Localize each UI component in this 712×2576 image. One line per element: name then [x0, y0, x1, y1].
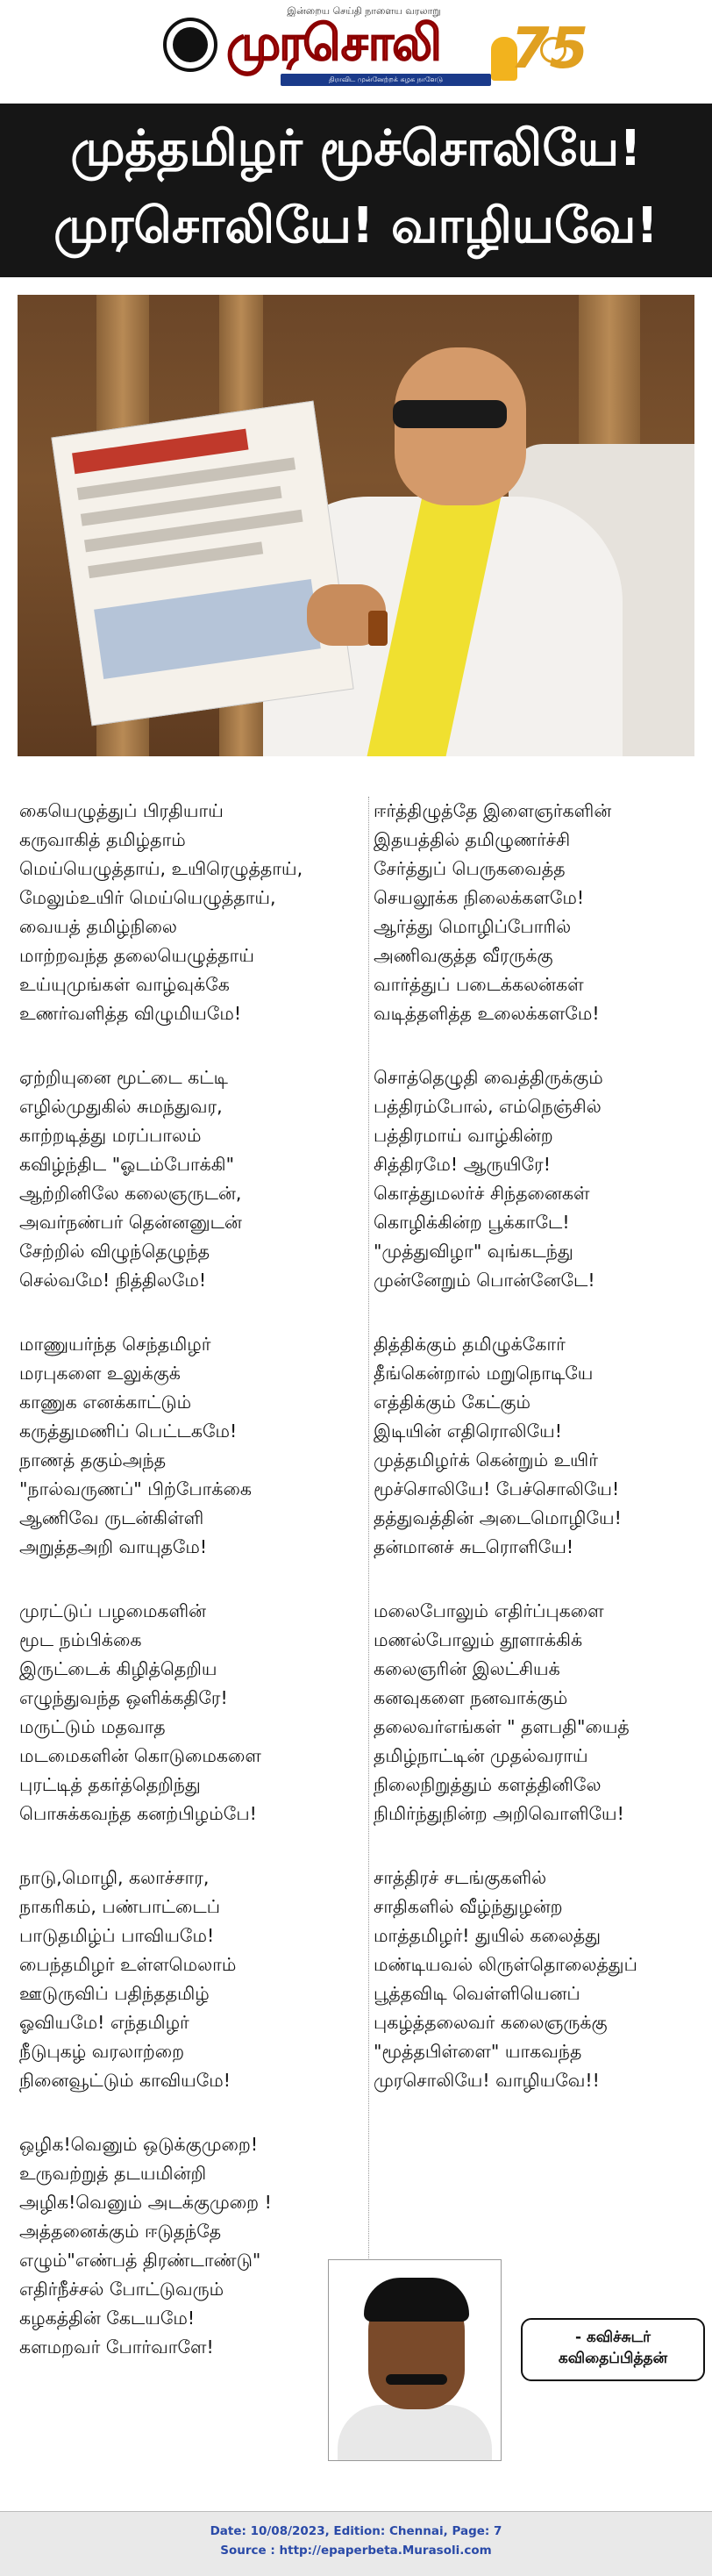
poem-line: மெய்யெழுத்தாய், உயிரெழுத்தாய்,: [19, 858, 303, 879]
poem-line: இருட்டைக் கிழித்தெறிய: [19, 1658, 217, 1679]
poem-article: [19, 797, 693, 2490]
poem-line: மூட நம்பிக்கை: [19, 1629, 142, 1650]
poem-line: பத்திரம்போல், எம்நெஞ்சில்: [374, 1096, 602, 1117]
newspaper-in-hand: [51, 401, 353, 726]
poem-line: வார்த்துப் படைக்கலன்கள்: [374, 974, 584, 995]
poem-line: மலைபோலும் எதிர்ப்புகளை: [374, 1600, 604, 1621]
poem-line: உய்யுமுங்கள் வாழ்வுக்கே: [19, 974, 230, 995]
poem-line: செல்வமே! நித்திலமே!: [19, 1270, 207, 1291]
poem-line: வடித்தளித்த உலைக்களமே!: [374, 1003, 600, 1024]
poem-line: தன்மானச் சுடரொளியே!: [374, 1536, 574, 1557]
author-photo: [328, 2259, 502, 2461]
poem-line: புரட்டித் தகர்த்தெறிந்து: [19, 1774, 201, 1795]
poem-line: புகழ்த்தலைவர் கலைஞருக்கு: [374, 2012, 608, 2033]
poem-line: எழில்முதுகில் சுமந்துவர,: [19, 1096, 223, 1117]
sunglasses-icon: [393, 400, 507, 428]
headline-line-2: முரசொலியே! வாழியவே!: [53, 197, 659, 254]
poem-line: கொழிக்கின்ற பூக்காடே!: [374, 1212, 570, 1233]
poem-line: ஏற்றியுனை மூட்டை கட்டி: [19, 1067, 228, 1088]
poem-line: மூச்சொலியே! பேச்சொலியே!: [374, 1478, 620, 1499]
poem-line: மாற்றவந்த தலையெழுத்தாய்: [19, 945, 254, 966]
author-name: கவிதைப்பித்தன்: [558, 2350, 668, 2367]
poem-line: தித்திக்கும் தமிழுக்கோர்: [374, 1334, 566, 1355]
poem-line: "முத்துவிழா" வுங்கடந்து: [374, 1241, 573, 1262]
poem-line: களமறவர் போர்வாளே!: [19, 2336, 214, 2358]
poem-line: நிமிர்ந்துநின்ற அறிவொளியே!: [374, 1803, 624, 1824]
poem-line: சொத்தெழுதி வைத்திருக்கும்: [374, 1067, 603, 1088]
poem-line: தத்துவத்தின் அடைமொழியே!: [374, 1507, 622, 1528]
poem-line: சாத்திரச் சடங்குகளில்: [374, 1867, 547, 1888]
poem-line: அறுத்தஅறி வாயுதமே!: [19, 1536, 208, 1557]
anniversary-badge: [491, 11, 589, 89]
poem-line: தீங்கென்றால் மறுநொடியே: [374, 1363, 594, 1384]
poem-line: நாகரிகம், பண்பாட்டைப்: [19, 1896, 220, 1917]
poem-line: உணர்வளித்த விழுமியமே!: [19, 1003, 242, 1024]
poem-line: காணுக எனக்காட்டும்: [19, 1392, 192, 1413]
poem-line: நாடு,மொழி, கலாச்சார,: [19, 1867, 210, 1888]
column-divider: [368, 797, 370, 2402]
poem-line: கழகத்தின் கேடயமே!: [19, 2308, 196, 2329]
poem-line: பூத்தவிடி வெள்ளியெனப்: [374, 1983, 580, 2004]
poem-stanza: [19, 1330, 363, 1562]
poem-stanza: [19, 1864, 363, 2095]
masthead-tagline: இன்றைய செய்தி நாளைய வரலாறு: [287, 5, 441, 17]
poem-stanza: [374, 797, 693, 1028]
poem-line: அவர்நண்பர் தென்னனுடன்: [19, 1212, 242, 1233]
poem-line: மேலும்உயிர் மெய்யெழுத்தாய்,: [19, 887, 276, 908]
poem-stanza: [19, 1597, 363, 1828]
poem-line: இடியின் எதிரொலியே!: [374, 1420, 562, 1442]
poem-stanza: [19, 2130, 363, 2362]
poem-line: மரபுகளை உலுக்குக்: [19, 1363, 181, 1384]
poem-line: இதயத்தில் தமிழுணர்ச்சி: [374, 829, 571, 850]
anniversary-ring-icon: [540, 37, 566, 63]
poem-line: கலைஞரின் இலட்சியக்: [374, 1658, 560, 1679]
poem-line: கருத்துமணிப் பெட்டகமே!: [19, 1420, 238, 1442]
poem-line: கொத்துமலர்ச் சிந்தனைகள்: [374, 1183, 590, 1204]
poem-line: அத்தனைக்கும் ஈடுதந்தே: [19, 2221, 222, 2242]
footer-date-line: Date: 10/08/2023, Edition: Chennai, Page: 7: [210, 2524, 502, 2538]
poem-line: கருவாகித் தமிழ்தாம்: [19, 829, 186, 850]
poem-line: "நால்வருணப்" பிற்போக்கை: [19, 1478, 253, 1499]
poem-line: ஓவியமே! எந்தமிழர்: [19, 2012, 189, 2033]
poem-line: எழுந்துவந்த ஒளிக்கதிரே!: [19, 1687, 228, 1708]
logo-subtitle: திராவிட முன்னேற்றக் கழக நாளேடு: [281, 74, 491, 86]
poem-line: ஈர்த்திழுத்தே இளைஞர்களின்: [374, 800, 612, 821]
footer-source-line[interactable]: Source : http://epaperbeta.Murasoli.com: [220, 2544, 492, 2558]
poem-left-column: [19, 797, 363, 2397]
anniversary-number: 75: [510, 17, 589, 82]
poem-line: மணல்போலும் தூளாக்கிக்: [374, 1629, 583, 1650]
poem-line: எத்திக்கும் கேட்கும்: [374, 1392, 530, 1413]
poem-line: செயலூக்க நிலைக்களமே!: [374, 887, 585, 908]
poem-line: மண்டியவல் லிருள்தொலைத்துப்: [374, 1954, 637, 1975]
wrist-band-icon: [368, 611, 388, 646]
author-label: - கவிச்சுடர்: [574, 2329, 651, 2346]
headline-band: [0, 104, 712, 277]
poem-line: நிலைநிறுத்தும் களத்தினிலே: [374, 1774, 602, 1795]
poem-line: மாத்தமிழர்! துயில் கலைத்து: [374, 1925, 602, 1946]
poem-line: எழும்"எண்பத் திரண்டாண்டு": [19, 2250, 261, 2271]
poem-line: பாடுதமிழ்ப் பாவியமே!: [19, 1925, 215, 1946]
poem-line: சித்திரமே! ஆருயிரே!: [374, 1154, 551, 1175]
poem-line: பத்திரமாய் வாழ்கின்ற: [374, 1125, 553, 1146]
poem-line: கவிழ்ந்திட "ஓடம்போக்கி": [19, 1154, 235, 1175]
page-footer: [0, 2511, 712, 2576]
poem-line: அழிக!வெனும் அடக்குமுறை !: [19, 2192, 272, 2213]
newspaper-logo: முரசொலி: [226, 15, 440, 72]
poem-line: சேர்த்துப் பெருகவைத்த: [374, 858, 566, 879]
poem-line: அணிவகுத்த வீரருக்கு: [374, 945, 553, 966]
poem-line: நீடுபுகழ் வரலாற்றை: [19, 2041, 185, 2062]
poem-line: மருட்டும் மதவாத: [19, 1716, 166, 1737]
poem-stanza: [374, 1597, 693, 1828]
poem-line: பைந்தமிழர் உள்ளமெலாம்: [19, 1954, 237, 1975]
poem-line: ஊடுருவிப் பதிந்ததமிழ்: [19, 1983, 210, 2004]
poem-line: தலைவர்எங்கள் " தளபதி"யைத்: [374, 1716, 630, 1737]
poem-line: தமிழ்நாட்டின் முதல்வராய்: [374, 1745, 588, 1766]
poem-line: நினைவூட்டும் காவியமே!: [19, 2070, 231, 2091]
poem-line: முத்தமிழர்க் கென்றும் உயிர்: [374, 1449, 598, 1470]
poem-line: வையத் தமிழ்நிலை: [19, 916, 177, 937]
poem-stanza: [374, 1864, 693, 2095]
poem-line: சாதிகளில் வீழ்ந்துழன்ற: [374, 1896, 563, 1917]
poem-line: பொசுக்கவந்த கனற்பிழம்பே!: [19, 1803, 257, 1824]
poem-stanza: [19, 1063, 363, 1295]
poem-line: முன்னேறும் பொன்னேடே!: [374, 1270, 595, 1291]
poem-line: ஆர்த்து மொழிப்போரில்: [374, 916, 572, 937]
poem-line: மடமைகளின் கொடுமைகளை: [19, 1745, 261, 1766]
headline-line-1: முத்தமிழர் மூச்சொலியே!: [70, 120, 642, 177]
poem-line: முரசொலியே! வாழியவே!!: [374, 2070, 600, 2091]
poem-line: கையெழுத்துப் பிரதியாய்: [19, 800, 224, 821]
poem-line: கனவுகளை நனவாக்கும்: [374, 1687, 568, 1708]
poem-line: முரட்டுப் பழமைகளின்: [19, 1600, 207, 1621]
poem-line: "மூத்தபிள்ளை" யாகவந்த: [374, 2041, 582, 2062]
masthead: [0, 0, 712, 104]
poem-line: ஆற்றினிலே கலைஞருடன்,: [19, 1183, 242, 1204]
poem-line: காற்றடித்து மரப்பாலம்: [19, 1125, 202, 1146]
main-photo: [18, 295, 694, 756]
poem-line: உருவற்றுத் தடயமின்றி: [19, 2163, 207, 2184]
author-credit: [521, 2318, 705, 2381]
poem-stanza: [374, 1330, 693, 1562]
poem-line: மாணுயர்ந்த செந்தமிழர்: [19, 1334, 211, 1355]
poem-right-column: [374, 797, 693, 2130]
poem-line: ஒழிக!வெனும் ஒடுக்குமுறை!: [19, 2134, 259, 2155]
poem-line: எதிர்நீச்சல் போட்டுவரும்: [19, 2279, 224, 2300]
poem-line: நாணத் தகும்அந்த: [19, 1449, 167, 1470]
party-seal-icon: [163, 18, 217, 72]
poem-line: சேற்றில் விழுந்தெழுந்த: [19, 1241, 210, 1262]
poem-stanza: [374, 1063, 693, 1295]
poem-stanza: [19, 797, 363, 1028]
poem-line: ஆணிவே ருடன்கிள்ளி: [19, 1507, 204, 1528]
